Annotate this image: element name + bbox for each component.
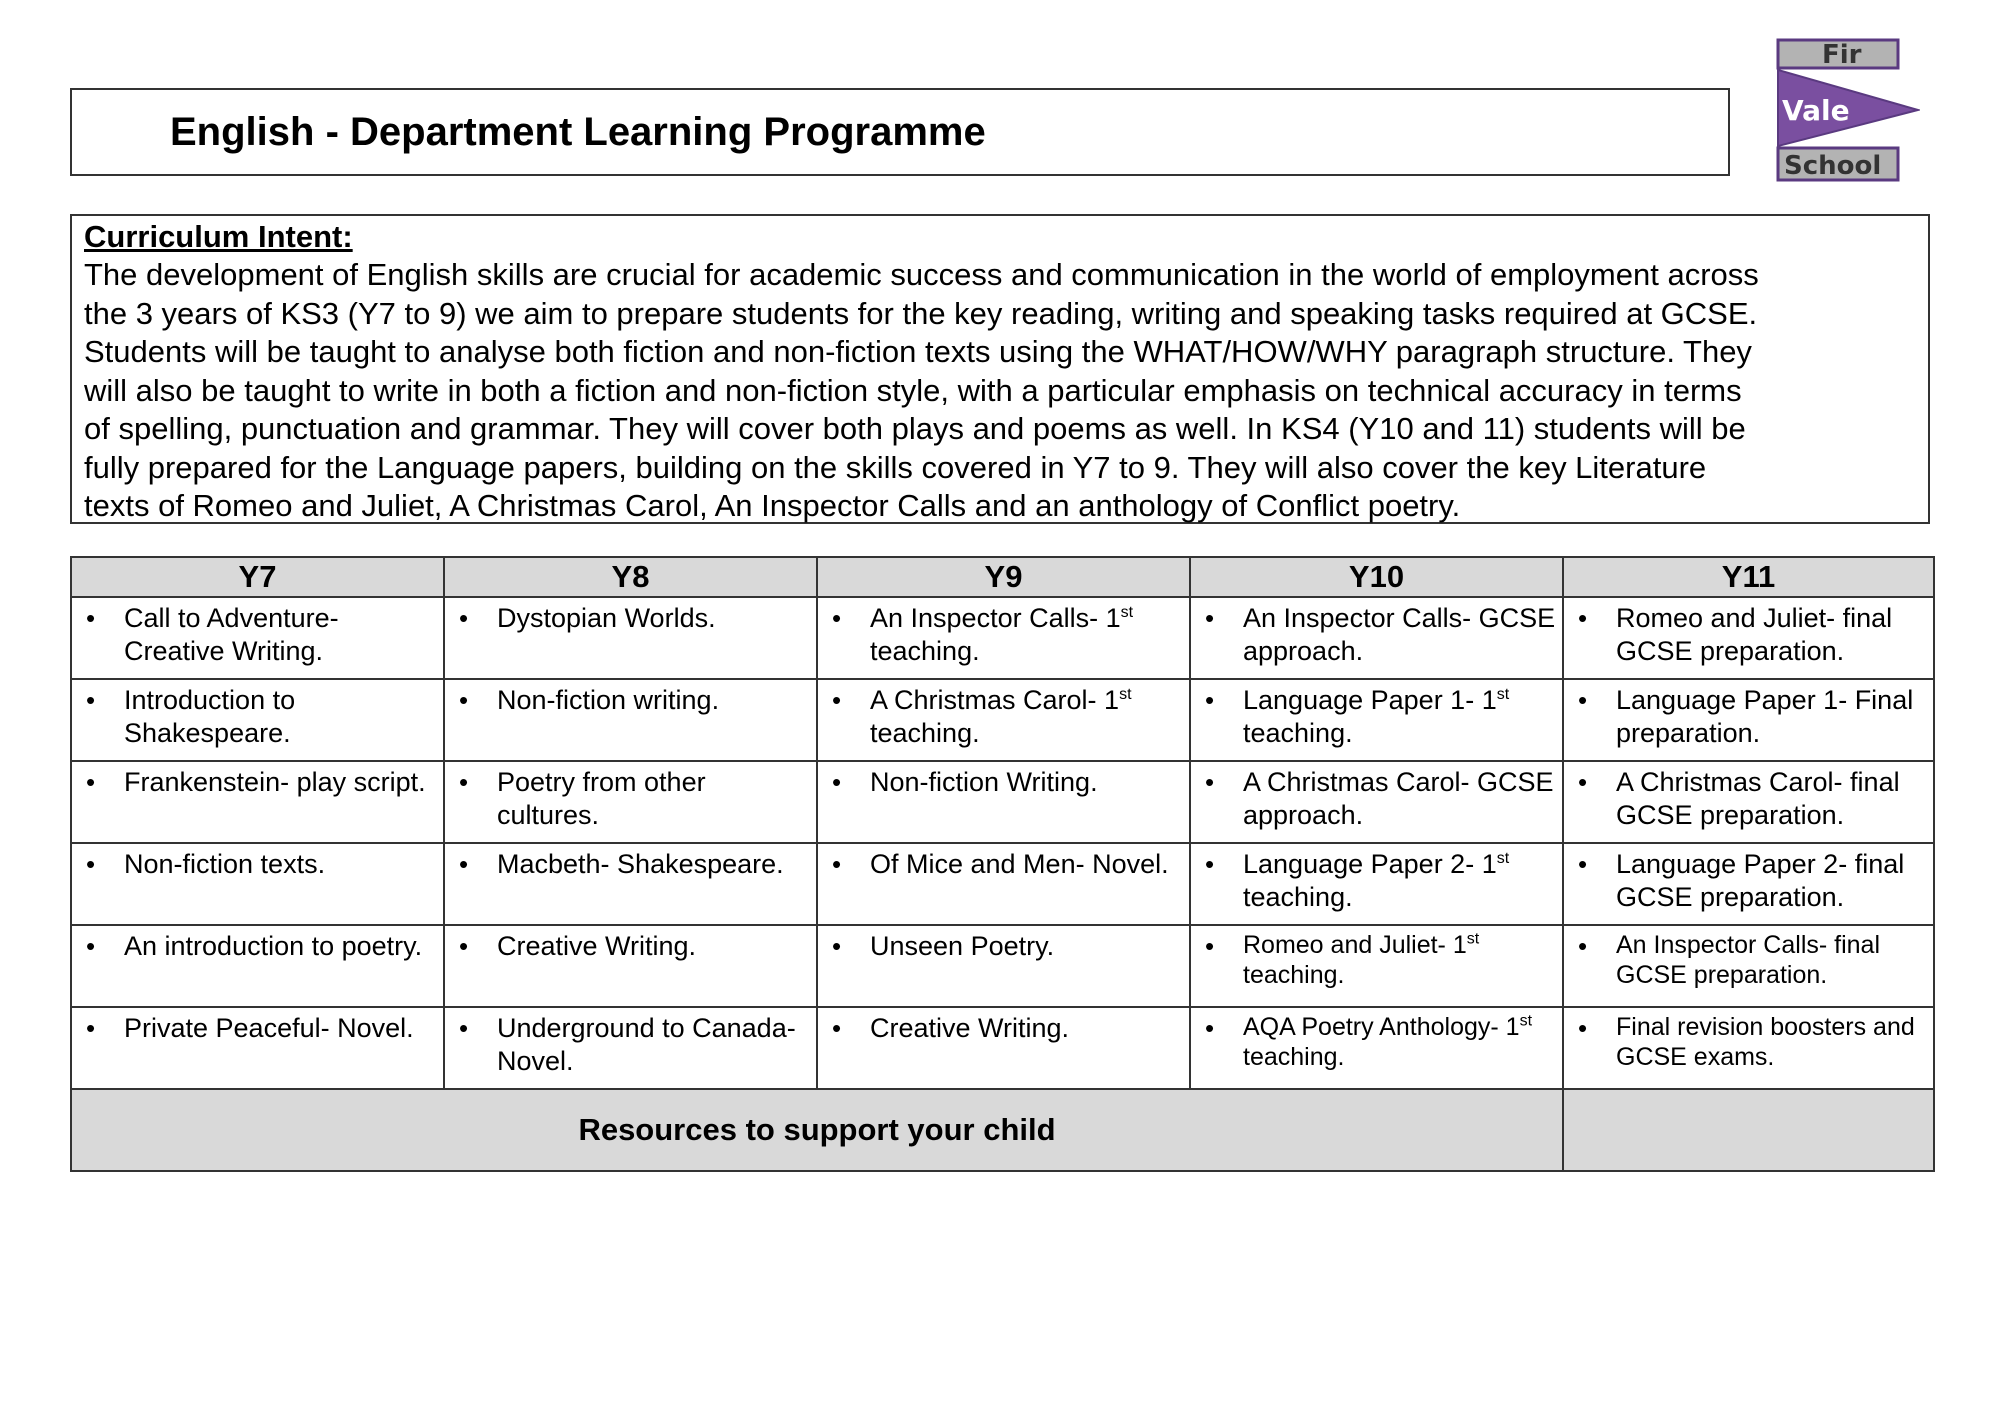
list-item-text [1616,766,1927,832]
column-header-y7: Y7 [71,557,444,597]
ordinal-suffix: st [1496,686,1510,703]
list-item-text [124,684,437,750]
table-cell [444,925,817,1007]
list-item-text [124,848,325,881]
list-item-text [870,848,1169,881]
list-item-text [497,1012,810,1078]
item-after-text: teaching. [870,636,980,666]
bullet-icon: • [1205,603,1215,633]
item-main-text: Poetry from other cultures. [497,767,706,830]
bullet-icon: • [832,603,842,633]
list-item-text [1616,848,1927,914]
list-item [1578,602,1927,668]
table-row [71,679,1934,761]
item-main-text: Final revision boosters and GCSE exams. [1616,1013,1915,1071]
item-main-text: An Inspector Calls- GCSE approach. [1243,603,1556,666]
list-item [86,602,437,668]
list-item-text [870,766,1098,799]
item-main-text: Non-fiction writing. [497,685,720,715]
list-item [86,848,437,881]
table-cell [444,597,817,679]
list-item-text [1243,930,1556,990]
list-item [459,684,810,717]
list-item-text [1243,684,1556,750]
table-cell [817,597,1190,679]
school-logo [1770,38,1920,184]
list-item [1578,766,1927,832]
item-main-text: Unseen Poetry. [870,931,1055,961]
bullet-icon: • [1205,685,1215,715]
list-item-text [870,684,1183,750]
list-item [459,930,810,963]
list-item [832,848,1183,881]
list-item-text [1243,766,1556,832]
bullet-icon: • [832,685,842,715]
list-item [832,602,1183,668]
table-cell [1563,597,1934,679]
table-cell [71,679,444,761]
table-cell [1190,843,1563,925]
item-main-text: Underground to Canada- Novel. [497,1013,796,1076]
table-cell [71,761,444,843]
list-item [1578,1012,1927,1072]
bullet-icon: • [1578,931,1588,961]
item-after-text: teaching. [1243,718,1353,748]
ordinal-suffix: st [1519,1012,1533,1030]
item-main-text: Language Paper 1- Final preparation. [1616,685,1914,748]
list-item [1205,684,1556,750]
item-main-text: Private Peaceful- Novel. [124,1013,414,1043]
bullet-icon: • [832,767,842,797]
table-cell [817,761,1190,843]
column-header-y8: Y8 [444,557,817,597]
ordinal-suffix: st [1496,850,1510,867]
table-cell [444,761,817,843]
curriculum-intent-heading: Curriculum Intent: [84,219,353,254]
item-main-text: Language Paper 2- final GCSE preparation. [1616,849,1905,912]
list-item [1205,930,1556,990]
list-item [1205,766,1556,832]
bullet-icon: • [459,767,469,797]
list-item [832,766,1183,799]
table-cell [1563,843,1934,925]
item-main-text: Of Mice and Men- Novel. [870,849,1169,879]
list-item-text [870,602,1183,668]
table-cell [1190,761,1563,843]
bullet-icon: • [1578,849,1588,879]
bullet-icon: • [86,1013,96,1043]
list-item-text [1616,930,1927,990]
list-item-text [1616,1012,1927,1072]
list-item-text [1616,684,1927,750]
list-item [86,930,437,963]
item-after-text: teaching. [1243,882,1353,912]
list-item [86,1012,437,1045]
intent-line: will also be taught to write in both a fiction and non-fiction style, with a particular emphasis on technical accuracy in terms [84,372,1742,408]
list-item-text [1243,848,1556,914]
item-after-text: teaching. [870,718,980,748]
bullet-icon: • [1578,1013,1588,1043]
bullet-icon: • [1205,1013,1215,1043]
bullet-icon: • [1205,849,1215,879]
list-item-text [870,930,1054,963]
bullet-icon: • [86,685,96,715]
table-cell [1190,1007,1563,1089]
page-title: English - Department Learning Programme [170,110,986,154]
learning-programme-table [70,556,1935,1172]
item-main-text: An Inspector Calls- 1 [870,603,1121,633]
table-cell [817,679,1190,761]
list-item-text [1616,602,1927,668]
list-item-text [497,766,810,832]
list-item-text [497,602,716,635]
table-cell [71,925,444,1007]
item-main-text: AQA Poetry Anthology- 1 [1243,1013,1520,1041]
intent-line: Students will be taught to analyse both fiction and non-fiction texts using the WHAT/HOW/WHY paragraph structure. They [84,334,1752,369]
list-item-text [124,602,437,668]
bullet-icon: • [459,1013,469,1043]
item-main-text: Non-fiction Writing. [870,767,1098,797]
list-item [459,848,810,881]
intent-line: The development of English skills are crucial for academic success and communication in the world of employment across [84,257,1759,292]
table-cell [444,679,817,761]
list-item-text [1243,602,1556,668]
list-item [1205,602,1556,668]
item-main-text: Creative Writing. [497,931,697,961]
list-item [1578,848,1927,914]
item-main-text: Macbeth- Shakespeare. [497,849,784,879]
table-row [71,843,1934,925]
item-main-text: Frankenstein- play script. [124,767,426,797]
item-main-text: Language Paper 1- 1 [1243,685,1497,715]
table-cell [444,1007,817,1089]
table-cell [444,843,817,925]
list-item-text [124,1012,414,1045]
list-item-text [497,930,696,963]
list-item [832,1012,1183,1045]
list-item [1205,848,1556,914]
bullet-icon: • [459,849,469,879]
resources-empty-cell [1563,1089,1934,1171]
year-header-row [71,557,1934,597]
bullet-icon: • [86,767,96,797]
item-after-text: teaching. [1243,1043,1345,1071]
table-cell [1563,925,1934,1007]
list-item [459,766,810,832]
bullet-icon: • [832,931,842,961]
item-main-text: A Christmas Carol- final GCSE preparation. [1616,767,1900,830]
column-header-y11: Y11 [1563,557,1934,597]
list-item [1578,684,1927,750]
list-item [1578,930,1927,990]
curriculum-intent-body [84,256,1916,526]
item-main-text: Romeo and Juliet- 1 [1243,931,1467,959]
resources-row [71,1089,1934,1171]
bullet-icon: • [1205,767,1215,797]
ordinal-suffix: st [1119,686,1132,703]
bullet-icon: • [459,603,469,633]
bullet-icon: • [459,685,469,715]
list-item-text [124,766,426,799]
intent-line: fully prepared for the Language papers, building on the skills covered in Y7 to 9. They will also cover the key Literature [84,449,1707,485]
bullet-icon: • [1578,767,1588,797]
table-cell [1563,1007,1934,1089]
bullet-icon: • [832,849,842,879]
bullet-icon: • [459,931,469,961]
table-cell [817,1007,1190,1089]
table-cell [71,597,444,679]
resources-label: Resources to support your child [71,1089,1563,1171]
table-cell [71,843,444,925]
item-main-text: Romeo and Juliet- final GCSE preparation. [1616,603,1893,666]
list-item-text [497,684,719,717]
intent-line: texts of Romeo and Juliet, A Christmas Carol, An Inspector Calls and an anthology of Conflict poetry. [84,488,1461,523]
list-item-text [124,930,422,963]
item-main-text: Call to Adventure- Creative Writing. [124,603,339,666]
table-row [71,597,1934,679]
list-item [1205,1012,1556,1072]
list-item [459,602,810,635]
table-cell [817,925,1190,1007]
item-main-text: An Inspector Calls- final GCSE preparation. [1616,931,1881,989]
intent-line: of spelling, punctuation and grammar. They will cover both plays and poems as well. In KS4 (Y10 and 11) students will be [84,411,1746,446]
title-box [70,88,1730,176]
list-item-text [870,1012,1069,1045]
bullet-icon: • [86,849,96,879]
column-header-y9: Y9 [817,557,1190,597]
table-cell [1190,597,1563,679]
item-main-text: Introduction to Shakespeare. [124,685,296,748]
item-after-text: teaching. [1243,961,1345,989]
list-item [459,1012,810,1078]
list-item-text [1243,1012,1556,1072]
bullet-icon: • [86,931,96,961]
item-main-text: Language Paper 2- 1 [1243,849,1497,879]
ordinal-suffix: st [1466,930,1480,948]
list-item [86,766,437,799]
bullet-icon: • [1578,685,1588,715]
bullet-icon: • [1578,603,1588,633]
list-item-text [497,848,784,881]
ordinal-suffix: st [1120,604,1134,621]
table-cell [1190,925,1563,1007]
table-cell [71,1007,444,1089]
item-main-text: Creative Writing. [870,1013,1070,1043]
table-cell [817,843,1190,925]
intent-line: the 3 years of KS3 (Y7 to 9) we aim to prepare students for the key reading, writing and speaking tasks required at GCSE. [84,295,1758,331]
table-row [71,925,1934,1007]
table-cell [1190,679,1563,761]
table-cell [1563,679,1934,761]
table-cell [1563,761,1934,843]
item-main-text: Dystopian Worlds. [497,603,716,633]
logo-text-vale: Vale [1782,94,1850,127]
bullet-icon: • [86,603,96,633]
curriculum-intent-box [70,214,1930,524]
bullet-icon: • [832,1013,842,1043]
table-row [71,761,1934,843]
list-item [832,684,1183,750]
item-main-text: A Christmas Carol- GCSE approach. [1243,767,1554,830]
item-main-text: An introduction to poetry. [124,931,423,961]
table-row [71,1007,1934,1089]
column-header-y10: Y10 [1190,557,1563,597]
list-item [832,930,1183,963]
logo-text-school: School [1784,151,1882,181]
logo-text-fir: Fir [1822,40,1862,70]
item-main-text: Non-fiction texts. [124,849,326,879]
list-item [86,684,437,750]
item-main-text: A Christmas Carol- 1 [870,685,1120,715]
bullet-icon: • [1205,931,1215,961]
